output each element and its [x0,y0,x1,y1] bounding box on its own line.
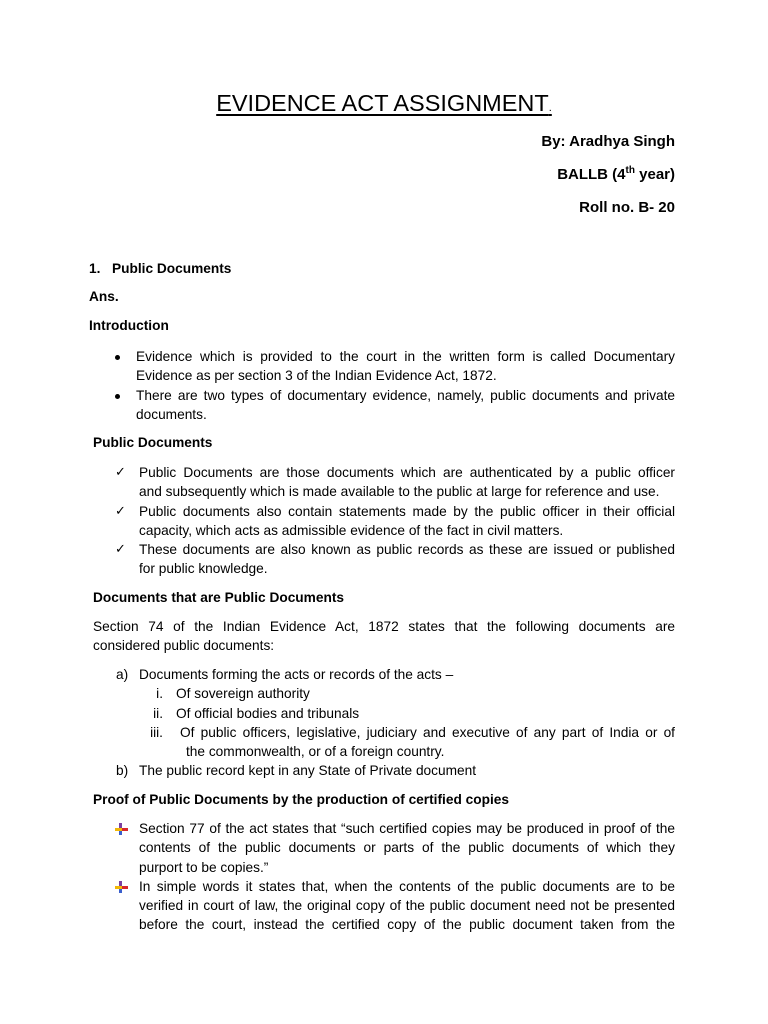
text-line: Of official bodies and tribunals [176,705,360,721]
text-line: Public documents also contain statements made by the public officer in their official [139,503,675,519]
documents-list-intro [0,617,768,656]
list-item-text [139,502,675,541]
list-item [0,502,768,541]
author-name: By: Aradhya Singh [541,133,675,150]
arrow-bullet-icon [115,823,128,835]
text-line: There are two types of documentary evidence, namely, public documents and private [136,387,675,403]
bullet-dot-icon [115,355,120,360]
sub-list-item [0,723,768,762]
text-line: The public record kept in any State of Private document [139,763,477,779]
check-mark-icon [115,463,126,482]
list-marker: iii. [150,724,163,740]
text-line: Of public officers, legislative, judiciary and executive of any part of India or of [180,724,675,740]
check-mark-icon [115,502,126,521]
text-line: Section 77 of the act states that “such certified copies may be produced in proof of the [139,821,675,836]
bullet-dot-icon [115,394,120,399]
list-item-text [139,819,675,877]
list-marker: b) [116,763,129,779]
text-line: Evidence as per section 3 of the Indian Evidence Act, 1872. [136,368,497,384]
text-line: Of sovereign authority [176,686,310,702]
arrow-bullet-icon [115,881,128,893]
text-line: verified in court of law, the original copy of the public document need not be presented [139,898,675,914]
answer-label: Ans. [89,289,119,304]
text-line: Section 74 of the Indian Evidence Act, 1872 states that the following documents are [93,619,675,634]
list-item [0,665,768,761]
list-item [0,819,768,877]
list-marker: a) [116,667,129,682]
check-mark-icon [115,540,126,559]
title-text: EVIDENCE ACT ASSIGNMENT [216,90,549,116]
text-line: capacity, which acts as admissible evidence of the fact in civil matters. [139,522,564,538]
list-item-text [139,540,675,579]
list-item-text [180,723,675,762]
text-line: Documents forming the acts or records of the acts – [139,667,454,682]
sub-list-item [0,704,768,723]
list-item [0,347,768,386]
paragraph [93,617,675,656]
text-line: and subsequently which is made available to the public at large for reference and use. [139,484,660,500]
list-item-text [139,761,675,780]
section-heading-introduction: Introduction [89,318,169,333]
list-item [0,463,768,502]
course-line [557,165,675,185]
list-item [0,540,768,579]
list-item-text [136,347,675,386]
sub-list-item [0,684,768,703]
text-line: In simple words it states that, when the contents of the public documents are to be [139,878,675,894]
text-line: before the court, instead the certified copy of the public document taken from the [139,917,675,933]
text-line: documents. [136,406,207,422]
public-documents-check-list [0,463,768,579]
list-item [0,761,768,780]
section-heading-certified-copies: Proof of Public Documents by the production of certified copies [93,792,509,807]
list-marker: ii. [153,705,163,721]
list-item [0,386,768,425]
list-item-text [176,704,675,723]
text-line: for public knowledge. [139,561,268,577]
course-suffix: year) [634,166,675,183]
course-superscript: th [625,165,635,176]
list-item-text [136,386,675,425]
question-number: 1. [89,261,101,276]
text-line: purport to be copies.” [139,859,269,875]
title-suffix: . [548,102,552,114]
text-line: the commonwealth, or of a foreign country. [186,744,445,760]
text-line: Evidence which is provided to the court in the written form is called Documentary [136,349,675,364]
introduction-bullet-list [0,347,768,424]
list-marker: i. [156,686,163,702]
text-line: considered public documents: [93,638,275,654]
documents-lettered-list [0,665,768,781]
list-item-text [176,684,675,703]
list-item-text [139,665,675,684]
text-line: These documents are also known as public records as these are issued or published [139,542,675,558]
text-line: Public Documents are those documents which are authenticated by a public officer [139,465,675,480]
question-title: Public Documents [112,261,232,276]
list-item-text [139,877,675,935]
certified-copies-arrow-list [0,819,768,935]
course-prefix: BALLB (4 [557,166,626,183]
list-item [0,877,768,935]
section-heading-public-documents: Public Documents [93,435,213,450]
document-title [0,89,768,122]
text-line: contents of the public documents or parts of the public documents of which they [139,840,675,856]
section-heading-documents-list: Documents that are Public Documents [93,590,344,605]
roll-number: Roll no. B- 20 [579,199,675,216]
list-item-text [139,463,675,502]
